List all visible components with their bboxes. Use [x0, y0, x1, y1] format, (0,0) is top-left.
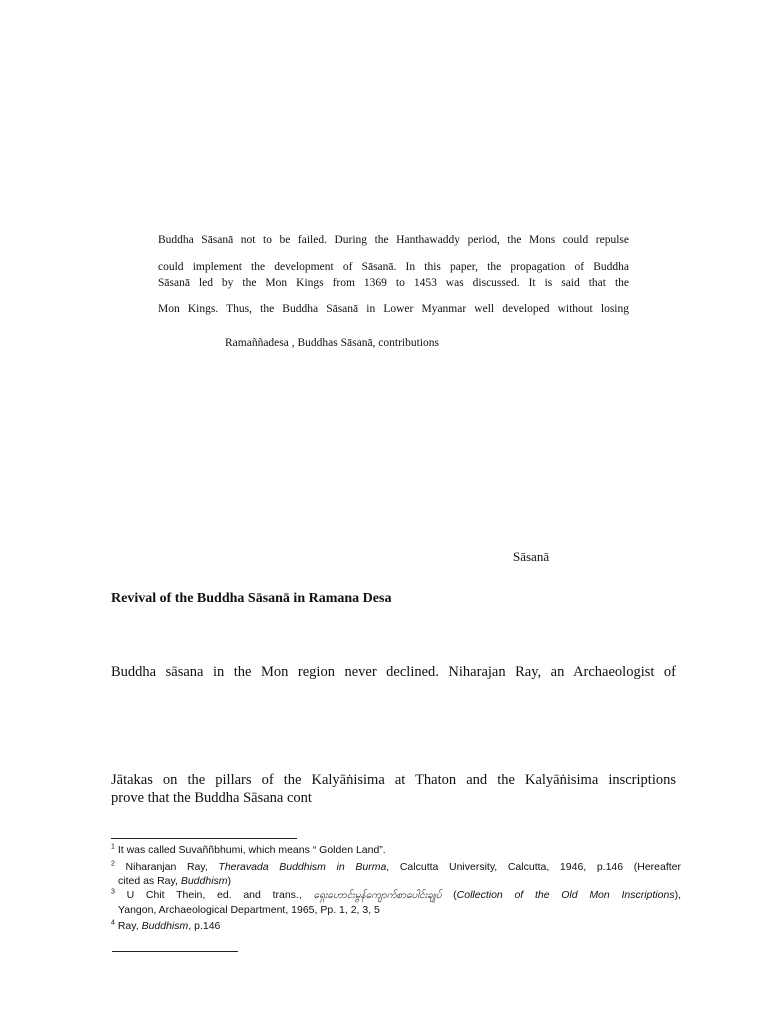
footnote-book-title: Theravada Buddhism in Burma [218, 861, 387, 873]
abstract-line-2b: Sāsanā led by the Mon Kings from 1369 to 1453 was discussed. It is said that the [158, 277, 629, 289]
footnote-text: It was called Suvaññbhumi, which means “ Golden Land”. [114, 844, 386, 856]
footnote-text: , p.146 [188, 920, 221, 932]
abstract-line-1: Buddha Sāsanā not to be failed. During the Hanthawaddy period, the Mons could repulse [158, 234, 629, 246]
body-paragraph-1: Buddha sāsana in the Mon region never declined. Niharajan Ray, an Archaeologist of [111, 664, 676, 680]
abstract-line-3: Mon Kings. Thus, the Buddha Sāsanā in Lower Myanmar well developed without losing [158, 303, 629, 315]
footnote-number: 3 [111, 888, 115, 896]
section-heading: Revival of the Buddha Sāsanā in Ramana Desa [111, 591, 392, 606]
footnote-number: 2 [111, 860, 115, 868]
footnote-text: cited as Ray, [118, 875, 181, 887]
footnote-text: , Calcutta University, Calcutta, 1946, p.146 (Hereafter [386, 861, 681, 873]
footnote-3-line-1 [111, 888, 681, 903]
abstract-paragraph [158, 259, 629, 291]
footnote-myanmar-title: ရှေးဟောင်းမွန်ကျောက်စာပေါင်းချုပ် [313, 890, 442, 901]
footnote-separator [111, 838, 297, 839]
footnote-separator-continued [112, 951, 238, 952]
footnote-2-line-2 [111, 874, 681, 888]
footnote-book-title: Collection of the Old Mon Inscriptions [456, 889, 675, 901]
floating-word: Sāsanā [513, 549, 550, 564]
footnote-3 [111, 888, 681, 917]
keywords: Ramaññadesa , Buddhas Sāsanā, contributions [225, 337, 439, 349]
footnote-book-title: Buddhism [141, 920, 189, 932]
footnote-book-title: Buddhism [180, 875, 228, 887]
footnote-1 [111, 843, 681, 857]
footnote-text: U Chit Thein, ed. and trans., [114, 889, 314, 901]
footnote-text: ), [674, 889, 681, 901]
footnote-text: Ray, [114, 920, 142, 932]
footnote-3-line-2: Yangon, Archaeological Department, 1965, Pp. 1, 2, 3, 5 [118, 904, 380, 916]
abstract-line-2a: could implement the development of Sāsanā. In this paper, the propagation of Buddha [158, 261, 629, 273]
body-paragraph-2-line-2: prove that the Buddha Sāsana cont [111, 790, 312, 806]
footnote-2 [111, 860, 681, 888]
footnote-4 [111, 919, 681, 933]
footnote-text: Niharanjan Ray, [114, 861, 219, 873]
footnote-number: 1 [111, 843, 115, 851]
footnote-text: ( [441, 889, 457, 901]
footnote-number: 4 [111, 919, 115, 927]
body-paragraph-2-line-1: Jātakas on the pillars of the Kalyāṅisima at Thaton and the Kalyāṅisima inscriptions [111, 772, 676, 788]
footnote-text: ) [227, 875, 232, 887]
footnote-2-line-1 [111, 860, 681, 874]
